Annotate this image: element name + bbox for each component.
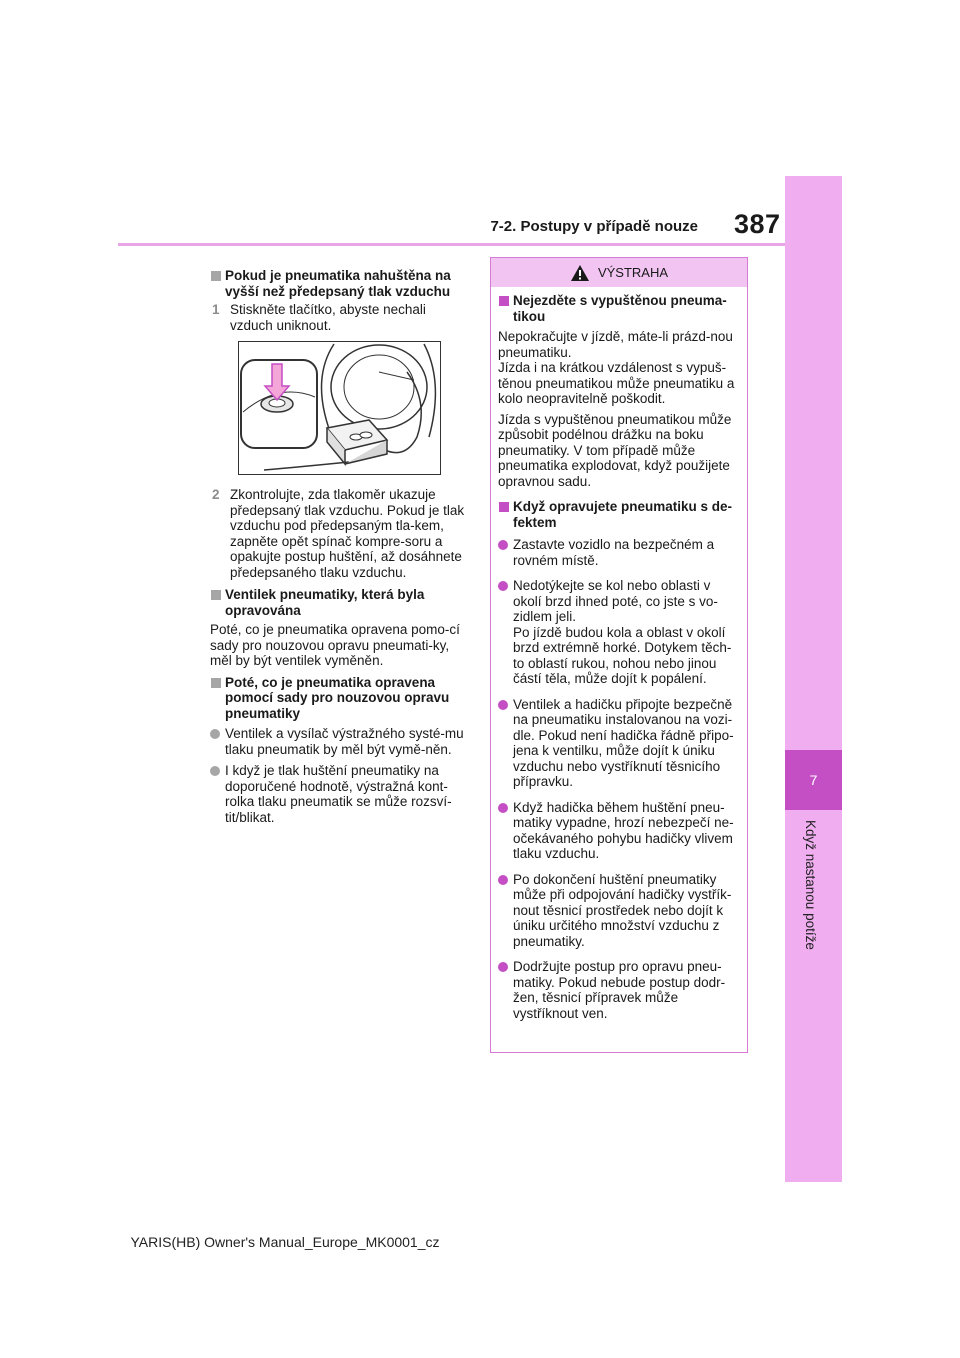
round-bullet-icon <box>498 875 508 885</box>
round-bullet-icon <box>498 540 508 550</box>
heading-overinflated: Pokud je pneumatika nahuštěna na vyšší než předepsaný tlak vzduchu <box>210 268 468 299</box>
step-2: 2 Zkontrolujte, zda tlakoměr ukazuje předepsaný tlak vzduchu. Pokud je tlak vzduchu pod předepsaným tla-kem, zapněte opět spínač kompre-soru a opakujte postup huštění, až dosáhnete předepsaného tlaku vzduchu. <box>212 487 465 580</box>
square-bullet-icon <box>499 296 509 306</box>
footer <box>0 1234 960 1250</box>
square-bullet-icon <box>499 502 509 512</box>
warning-bullet: Dodržujte postup pro opravu pneu-matiky. Pokud nebude postup dodr-žen, těsnicí přípravek může vystříknout ven. <box>498 959 741 1021</box>
chapter-number-tab: 7 <box>785 750 842 810</box>
bullet-warning-light: I když je tlak huštění pneumatiky na doporučené hodnotě, výstražná kont-rolka tlaku pneumatik se může rozsví-tit/blikat. <box>210 763 468 825</box>
warning-paragraph: Jízda s vypuštěnou pneumatikou může způsobit podélnou drážku na boku pneumatiky. V tom případě může pneumatika explodovat, když použijete opravnou sadu. <box>498 411 732 489</box>
step-number: 2 <box>212 487 220 502</box>
square-bullet-icon <box>211 271 221 281</box>
warning-header <box>491 258 747 287</box>
chapter-side-tab <box>785 176 842 1182</box>
chapter-title: Když nastanou potíže <box>803 820 818 950</box>
round-bullet-icon <box>210 729 220 739</box>
warning-bullet: Ventilek a hadičku připojte bezpečně na pneumatiku instalovanou na vozi-dle. Pokud není hadička řádně připo-jena k ventilku, může dojít k úniku vzduchu nebo vystříknutí těsnicího přípravku. <box>498 697 741 790</box>
bullet-valve-sensor: Ventilek a vysílač výstražného systé-mu tlaku pneumatik by měl být vymě-něn. <box>210 726 468 757</box>
section-title: 7-2. Postupy v případě nouze <box>490 218 698 235</box>
paragraph-valve: Poté, co je pneumatika opravena pomo-cí sady pro nouzovou opravu pneumati-ky, měl by být ventilek vyměněn. <box>210 622 460 668</box>
warning-bullet: Po dokončení huštění pneumatiky může při odpojování hadičky vystřík-nout těsnicí prostředek nebo dojít k úniku určitého množství vzduchu z pneumatiky. <box>498 872 741 950</box>
step-number: 1 <box>212 302 220 317</box>
warning-title: VÝSTRAHA <box>597 265 669 280</box>
round-bullet-icon <box>498 962 508 972</box>
warning-heading-flat-tire: Nejezděte s vypuštěnou pneuma-tikou <box>498 293 741 324</box>
square-bullet-icon <box>211 590 221 600</box>
round-bullet-icon <box>498 803 508 813</box>
warning-paragraph: Jízda i na krátkou vzdálenost s vypuš-těnou pneumatikou může pneumatiku a kolo neopravitelně poškodit. <box>498 360 735 406</box>
heading-valve-repaired: Ventilek pneumatiky, která byla opravována <box>210 587 468 618</box>
round-bullet-icon <box>498 581 508 591</box>
warning-body <box>491 287 747 1021</box>
square-bullet-icon <box>211 678 221 688</box>
warning-bullet: Když hadička během huštění pneu-matiky vypadne, hrozí nebezpečí ne-očekávaného pohybu hadičky vlivem tlaku vzduchu. <box>498 800 741 862</box>
step-1: 1 Stiskněte tlačítko, abyste nechali vzduch uniknout. <box>212 302 426 333</box>
header-divider <box>118 243 785 246</box>
compressor-illustration <box>238 341 441 475</box>
warning-box <box>490 257 748 1053</box>
warning-bullet: Zastavte vozidlo na bezpečném a rovném místě. <box>498 537 741 568</box>
warning-bullet: Nedotýkejte se kol nebo oblasti v okolí brzd ihned poté, co jste s vo-zidlem jeli. Po jízdě budou kola a oblast v okolí brzd extrémně horké. Dotykem těch-to oblastí rukou, nohou nebo jinou částí těla, může dojít k popálení. <box>498 578 741 687</box>
footer-text: YARIS(HB) Owner's Manual_Europe_MK0001_cz <box>130 1234 440 1250</box>
warning-triangle-icon <box>570 264 590 282</box>
round-bullet-icon <box>498 700 508 710</box>
round-bullet-icon <box>210 766 220 776</box>
left-column <box>210 268 468 825</box>
heading-after-repair: Poté, co je pneumatika opravena pomocí sady pro nouzovou opravu pneumatiky <box>210 675 468 722</box>
warning-heading-repairing: Když opravujete pneumatiku s de-fektem <box>498 499 741 530</box>
page-number: 387 <box>734 209 781 239</box>
tire-compressor-icon <box>239 342 440 474</box>
warning-paragraph: Nepokračujte v jízdě, máte-li prázd-nou pneumatiku. <box>498 329 733 360</box>
